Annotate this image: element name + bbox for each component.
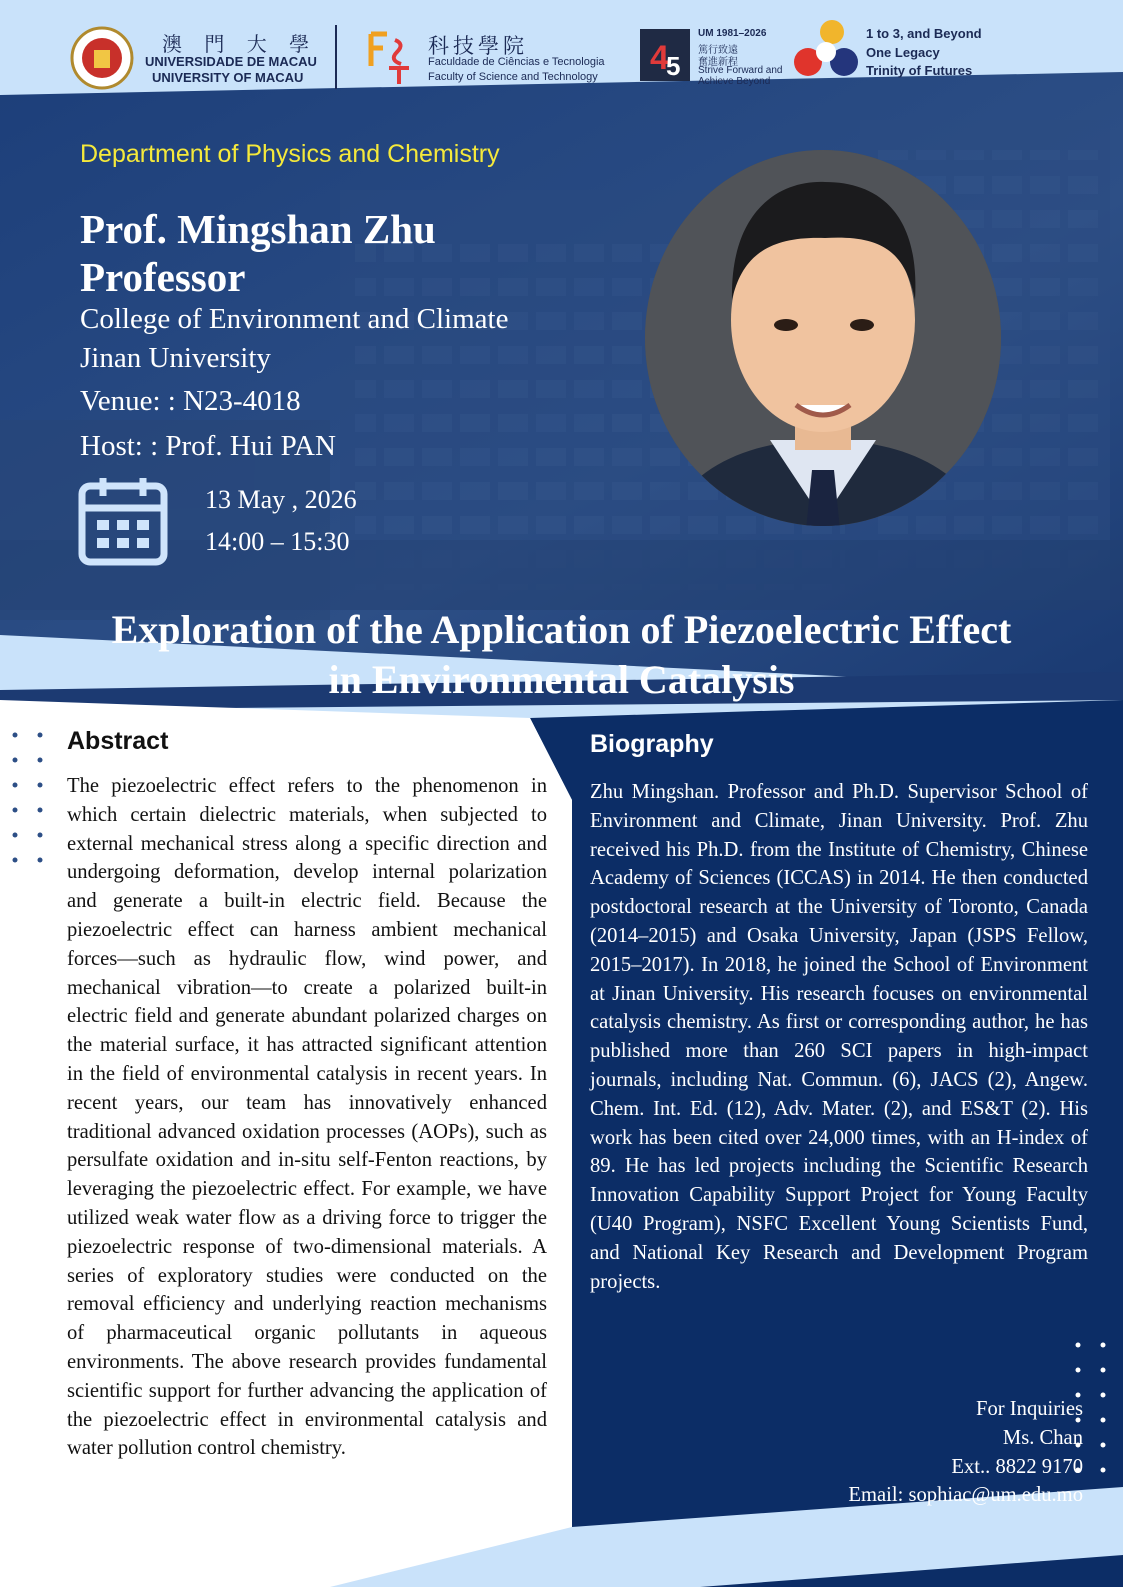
inquiries-email[interactable]: Email: sophiac@um.edu.mo [848, 1484, 1083, 1507]
venue: Venue: : N23-4018 [80, 385, 301, 417]
affiliation-block [80, 300, 508, 378]
anniversary-en-2: Achieve Beyond [698, 76, 771, 87]
talk-title [40, 605, 1083, 705]
host: Host: : Prof. Hui PAN [80, 430, 336, 462]
svg-text:5: 5 [666, 51, 681, 81]
affiliation-college: College of Environment and Climate [80, 303, 509, 335]
abstract-heading: Abstract [67, 727, 169, 755]
anniversary-en-1: Strive Forward and [698, 65, 783, 76]
fst-name-en: Faculty of Science and Technology [428, 71, 598, 83]
slogan-line-2: One Legacy [866, 45, 940, 60]
header-bar [0, 0, 1123, 100]
affiliation-university: Jinan University [80, 342, 271, 374]
inquiries-contact: Ms. Chan [1002, 1426, 1083, 1449]
um-seal-logo [70, 26, 134, 90]
anniversary-years: UM 1981–2026 [698, 28, 767, 39]
inquiries-ext: Ext.. 8822 9170 [951, 1455, 1083, 1478]
header-divider [335, 25, 337, 89]
anniversary-zh-2: 奮進新程 [698, 57, 738, 68]
speaker-name: Prof. Mingshan Zhu [80, 206, 436, 252]
fst-name-pt: Faculdade de Ciências e Tecnologia [428, 56, 605, 68]
biography-heading: Biography [590, 730, 714, 758]
anniversary-zh-1: 篤行致遠 [698, 45, 738, 56]
speaker-block [80, 205, 436, 301]
svg-text:4: 4 [650, 39, 669, 77]
um-name-pt: UNIVERSIDADE DE MACAU [145, 54, 317, 69]
slogan-line-3: Trinity of Futures [866, 63, 973, 78]
event-date: 13 May , 2026 [205, 485, 357, 514]
anniversary-logo [640, 29, 690, 81]
abstract-text: The piezoelectric effect refers to the phenomenon in which certain dielectric materials, when subjected to external mechanical stress along a specific direction and undergoing deformation, develop internal polarization and generate a built-in electric field. Because the piezoelectric effect can harness ambient mechanical forces—such as hydraulic flow, wind power, and mechanical vibration—to create a polarized built-in electric field and generate abundant polarized charges on the material surface, it has attracted significant attention in the field of environmental catalysis in recent years. In recent years, our team has innovatively enhanced traditional advanced oxidation processes (AOPs), such as persulfate oxidation and in-situ self-Fenton reactions, by leveraging the piezoelectric effect. For example, we have utilized weak water flow as a driving force to trigger the piezoelectric response of two-dimensional materials. A series of exploratory studies were conducted on the removal efficiency and underlying reaction mechanisms of pharmaceutical organic pollutants in aqueous environments. The above research provides fundamental scientific support for further advancing the application of the piezoelectric effect in environmental catalysis and water pollution control chemistry. [67, 775, 547, 1460]
slogan-line-1: 1 to 3, and Beyond [866, 26, 982, 41]
event-time: 14:00 – 15:30 [205, 527, 350, 556]
inquiries-block [848, 1395, 1083, 1510]
talk-title-line-2: in Environmental Catalysis [328, 657, 795, 702]
fst-logo [365, 30, 413, 86]
um-name-zh: 澳 門 大 學 [162, 32, 318, 56]
fst-name-zh: 科技學院 [428, 34, 528, 58]
trinity-logo [792, 18, 862, 86]
speaker-title: Professor [80, 254, 246, 300]
biography-text: Zhu Mingshan. Professor and Ph.D. Supervisor School of Environment and Climate, Jinan University. Prof. Zhu received his Ph.D. from the Institute of Chemistry, Chinese Academy of Sciences (ICCAS) in 2014. He then conducted postdoctoral research at the University of Toronto, Canada (2014–2015) and Osaka University, Japan (JSPS Fellow, 2015–2017). In 2018, he joined the School of Environment at Jinan University. His research focuses on environmental catalysis chemistry. As first or corresponding author, he has published more than 260 SCI papers in high-impact journals, including Nat. Commun. (6), JACS (2), Angew. Chem. Int. Ed. (12), Adv. Mater. (2), and ES&T (2). His work has been cited over 24,000 times, with an H-index of 89. He has led projects including the Scientific Research Innovation Capability Support Project for Young Faculty (U40 Program), NSFC Excellent Young Scientists Fund, and National Key Research and Development Program projects. [590, 781, 1088, 1293]
department-name: Department of Physics and Chemistry [80, 140, 500, 168]
talk-title-line-1: Exploration of the Application of Piezoelectric Effect [111, 607, 1012, 652]
um-name-en: UNIVERSITY OF MACAU [152, 70, 304, 85]
inquiries-label: For Inquiries [976, 1398, 1083, 1420]
